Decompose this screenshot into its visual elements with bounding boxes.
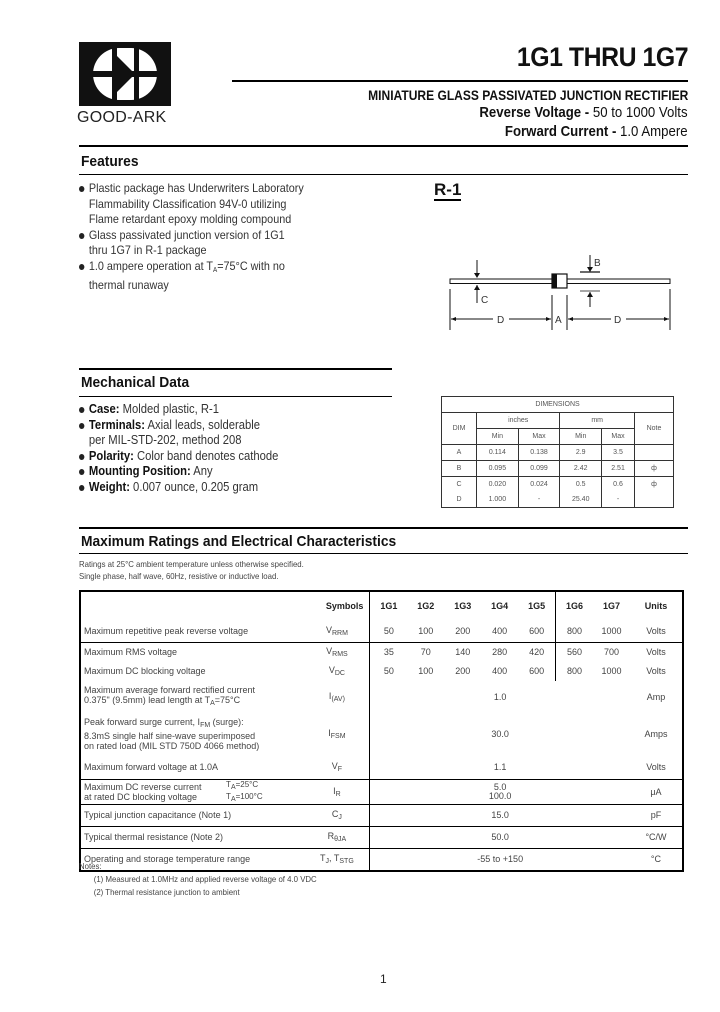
dim-cell: - [518, 492, 560, 508]
title-divider [232, 80, 688, 82]
subscript: F [337, 765, 343, 773]
dim-cell: 25.40 [560, 492, 602, 508]
value-cell: 1.0 [493, 692, 507, 702]
dim-header: DIM [442, 413, 477, 445]
feature-item [79, 259, 304, 294]
ratings-conditions [79, 558, 304, 582]
ratings-note: Single phase, half wave, 60Hz, resistive or inductive load. [79, 571, 279, 581]
units-header: Units [644, 601, 668, 611]
value-cell: 280 [481, 642, 518, 661]
value-cell: 35 [370, 642, 407, 661]
subscript: A [230, 783, 236, 791]
value-cell: 420 [518, 642, 555, 661]
feature-item [79, 228, 304, 259]
value-cell: 600 [529, 666, 545, 676]
value-cell: 800 [556, 620, 593, 642]
mechanical-value: 0.007 ounce, 0.205 gram [129, 479, 259, 494]
ratings-title: Maximum Ratings and Electrical Characteristics [81, 533, 397, 550]
value-cell: 400 [492, 666, 508, 676]
ratings-row [80, 779, 683, 804]
mechanical-value: Molded plastic, R-1 [119, 402, 219, 416]
value-cell: 140 [444, 642, 481, 661]
feature-text-part: =75°C with no [217, 258, 285, 273]
subscript: FSM [330, 733, 346, 740]
svg-text:A: A [555, 315, 562, 326]
param-desc [80, 713, 304, 755]
unit-cell: Volts [646, 761, 666, 772]
value-line: 100.0 [488, 790, 512, 801]
svg-text:D: D [614, 315, 622, 326]
mechanical-label: Mounting Position: [88, 464, 191, 479]
ratings-row [80, 755, 683, 779]
mechanical-top-divider [79, 368, 392, 370]
param-desc-line: 8.3mS single half sine-wave superimposed [84, 731, 256, 741]
param-desc [80, 681, 304, 713]
dim-row [442, 492, 674, 508]
desc-part: (surge): [210, 717, 244, 727]
ratings-note: Ratings at 25°C ambient temperature unless otherwise specified. [79, 559, 304, 569]
dim-row [442, 477, 674, 493]
value-cell: 200 [455, 625, 471, 636]
package-outline-diagram [445, 255, 675, 330]
param-desc: Maximum repetitive peak reverse voltage [84, 625, 249, 636]
unit-cell: pF [630, 804, 683, 826]
symbol: I [328, 728, 331, 738]
max-header: Max [518, 429, 560, 445]
param-desc-line: at rated DC blocking voltage [84, 791, 198, 802]
mechanical-value: Any [190, 464, 213, 479]
mechanical-item [79, 464, 278, 480]
package-label: R-1 [434, 180, 462, 199]
param-symbol [304, 755, 369, 779]
product-subtitle: MINIATURE GLASS PASSIVATED JUNCTION RECTIFIER [367, 87, 688, 103]
reverse-voltage-spec [480, 104, 688, 121]
ratings-row [80, 826, 683, 848]
value-cell: 1.1 [493, 761, 507, 772]
mechanical-label: Terminals: [88, 417, 145, 432]
feature-text-part: 1.0 ampere operation at T [88, 258, 213, 273]
param-symbol [304, 779, 369, 804]
brand-name: GOOD-ARK [77, 109, 167, 126]
value-cell: 50 [383, 625, 394, 636]
good-ark-logo-icon [79, 42, 171, 106]
param-desc: Maximum forward voltage at 1.0A [84, 761, 219, 772]
forward-current-label: Forward Current - [505, 123, 621, 140]
param-desc-line: Maximum DC reverse current [84, 781, 202, 792]
param-desc: Typical thermal resistance (Note 2) [80, 826, 304, 848]
dim-cell [635, 445, 674, 461]
symbol: V [328, 665, 335, 675]
min-header: Min [477, 429, 519, 445]
unit-cell: Amps [644, 729, 668, 739]
subscript: R [335, 790, 341, 798]
header-blank [80, 591, 304, 620]
value-cell: 600 [529, 625, 545, 636]
note-header: Note [635, 413, 674, 445]
dim-cell: ф [635, 477, 674, 493]
unit-cell: μA [630, 779, 683, 804]
feature-text [89, 259, 304, 279]
symbol: I [328, 691, 332, 701]
mechanical-list [79, 402, 301, 496]
value-cell: 15.0 [370, 804, 630, 826]
dim-cell: 2.51 [602, 461, 635, 477]
dim-cell: C [442, 477, 477, 493]
dimensions-title: DIMENSIONS [442, 397, 674, 413]
value-cell: -55 to +150 [370, 848, 630, 871]
feature-item [79, 181, 304, 228]
mm-header: mm [560, 413, 635, 429]
notes-section [79, 860, 317, 899]
min-header: Min [560, 429, 602, 445]
condition-line [226, 780, 263, 792]
part-header: 1G7 [602, 601, 620, 611]
value-cell: 700 [593, 642, 630, 661]
ratings-table [79, 590, 684, 872]
subscript: A [210, 700, 215, 707]
dim-cell [635, 492, 674, 508]
param-symbol [304, 661, 369, 681]
mechanical-title: Mechanical Data [81, 374, 190, 391]
param-symbol [304, 681, 369, 713]
subscript: J [325, 858, 330, 866]
features-title: Features [81, 153, 139, 170]
feature-text: thru 1G7 in R-1 package [88, 243, 207, 257]
param-symbol [304, 804, 369, 826]
param-desc: Maximum RMS voltage [80, 642, 304, 661]
dim-cell: 0.095 [477, 461, 519, 477]
feature-text: Flame retardant epoxy molding compound [88, 212, 292, 226]
subscript: A [212, 266, 218, 274]
param-symbol [304, 620, 369, 642]
ratings-row [80, 681, 683, 713]
value-line: 5.0 [493, 781, 507, 792]
dim-cell: 0.099 [518, 461, 560, 477]
ratings-header-row [80, 591, 683, 620]
param-desc: Maximum DC blocking voltage [84, 666, 206, 676]
unit-cell: °C/W [630, 826, 683, 848]
feature-text: Glass passivated junction version of 1G1 [88, 227, 285, 242]
value-cell: 1000 [601, 625, 622, 636]
part-header: 1G5 [528, 601, 546, 611]
value-cell [370, 779, 630, 804]
mechanical-label: Case: [88, 402, 120, 416]
value-cell: 30.0 [491, 729, 509, 739]
cond-part: =100°C [235, 791, 263, 801]
unit-cell: °C [630, 848, 683, 871]
param-symbol [304, 826, 369, 848]
symbol: , T [329, 853, 340, 864]
features-list [79, 181, 329, 294]
ratings-row [80, 620, 683, 642]
test-conditions [226, 780, 263, 804]
dim-cell: 0.024 [518, 477, 560, 493]
symbols-header: Symbols [304, 591, 369, 620]
dim-cell: - [602, 492, 635, 508]
subscript: J [338, 814, 342, 821]
param-symbol [304, 642, 369, 661]
symbol: V [326, 645, 333, 656]
subscript: θJA [334, 836, 347, 843]
reverse-voltage-value: 50 to 1000 Volts [593, 104, 688, 121]
dim-cell: 2.9 [560, 445, 602, 461]
subscript: A [230, 795, 236, 803]
unit-cell: Volts [630, 642, 683, 661]
ratings-row [80, 642, 683, 661]
part-title: 1G1 THRU 1G7 [516, 42, 688, 72]
dim-row [442, 445, 674, 461]
symbol: R [327, 831, 335, 841]
param-desc-line [84, 717, 301, 731]
mechanical-divider [79, 396, 392, 397]
mechanical-label: Weight: [88, 479, 130, 494]
param-desc: Operating and storage temperature range [80, 848, 304, 871]
unit-cell: Amp [646, 692, 666, 702]
max-header: Max [602, 429, 635, 445]
dim-cell: 0.114 [477, 445, 519, 461]
forward-current-value: 1.0 Ampere [620, 123, 688, 140]
param-desc-line: Maximum average forward rectified current [84, 685, 256, 695]
page-number: 1 [380, 972, 387, 986]
mechanical-value: per MIL-STD-202, method 208 [88, 433, 242, 448]
dim-cell: ф [635, 461, 674, 477]
mechanical-value: Axial leads, solderable [144, 417, 261, 432]
value-cell: 50 [383, 666, 394, 676]
dim-c-label: C [481, 295, 489, 306]
dim-cell: D [442, 492, 477, 508]
dim-cell: 0.5 [560, 477, 602, 493]
subscript: DC [334, 670, 345, 677]
ratings-divider [79, 553, 688, 554]
dim-cell: 3.5 [602, 445, 635, 461]
header-divider [79, 145, 688, 147]
symbol: I [333, 785, 336, 796]
features-divider [79, 174, 688, 175]
unit-cell: Volts [646, 625, 666, 636]
dimensions-table [441, 396, 674, 508]
mechanical-item [79, 449, 278, 465]
param-desc-line [84, 695, 301, 709]
inches-header: inches [477, 413, 560, 429]
ratings-top-divider [79, 527, 688, 529]
param-desc: Typical junction capacitance (Note 1) [80, 804, 304, 826]
mechanical-item [79, 402, 278, 418]
cond-part: T [226, 791, 231, 801]
symbol: T [320, 853, 326, 864]
value-cell: 70 [407, 642, 444, 661]
forward-current-spec [505, 123, 688, 140]
value-cell: 200 [455, 666, 471, 676]
mechanical-item [79, 418, 278, 449]
subscript: RMS [332, 650, 348, 658]
note-item: (1) Measured at 1.0MHz and applied reverse voltage of 4.0 VDC [93, 874, 317, 884]
dim-cell: 0.020 [477, 477, 519, 493]
param-desc-line: on rated load (MIL STD 750D 4066 method) [84, 741, 260, 751]
value-cell: 400 [492, 625, 508, 636]
notes-title: Notes: [79, 861, 102, 871]
subscript: STG [339, 858, 354, 866]
symbol: V [325, 624, 332, 635]
part-header: 1G6 [556, 591, 593, 620]
subscript: (AV) [331, 696, 345, 703]
param-desc [80, 779, 304, 804]
dim-row [442, 461, 674, 477]
dim-cell: 0.6 [602, 477, 635, 493]
value-cell: 50.0 [370, 826, 630, 848]
desc-part: Peak forward surge current, I [84, 717, 201, 727]
value-cell: 100 [418, 625, 434, 636]
value-cell: 800 [556, 661, 593, 681]
symbol: V [331, 760, 338, 771]
dim-cell: 2.42 [560, 461, 602, 477]
condition-line [226, 792, 263, 804]
ratings-row [80, 713, 683, 755]
feature-text: thermal runaway [88, 278, 169, 292]
desc-part: 0.375" (9.5mm) lead length at T [84, 695, 211, 705]
ratings-row [80, 661, 683, 681]
dim-cell: 0.138 [518, 445, 560, 461]
ratings-row [80, 804, 683, 826]
part-header: 1G4 [491, 601, 509, 611]
symbol: C [331, 809, 339, 819]
dim-cell: B [442, 461, 477, 477]
part-header: 1G3 [454, 601, 472, 611]
reverse-voltage-label: Reverse Voltage - [479, 104, 594, 121]
desc-part: =75°C [214, 695, 241, 705]
part-header: 1G1 [380, 601, 398, 611]
feature-text: Plastic package has Underwriters Laboratory [88, 181, 304, 195]
svg-text:B: B [594, 258, 601, 269]
dim-cell: 1.000 [477, 492, 519, 508]
dim-cell: A [442, 445, 477, 461]
value-cell: 1000 [601, 666, 622, 676]
cond-part: =25°C [235, 779, 259, 789]
note-item: (2) Thermal resistance junction to ambient [93, 887, 240, 897]
mechanical-item [79, 480, 278, 496]
unit-cell: Volts [646, 666, 666, 676]
part-header: 1G2 [417, 601, 435, 611]
subscript: RRM [331, 629, 348, 637]
feature-text: Flammability Classification 94V-0 utilizing [88, 196, 287, 211]
value-cell: 100 [418, 666, 434, 676]
subscript: FM [200, 722, 211, 729]
cond-part: T [226, 779, 231, 789]
mechanical-value: Color band denotes cathode [133, 448, 279, 463]
svg-text:D: D [497, 315, 505, 326]
param-symbol [304, 713, 369, 755]
mechanical-label: Polarity: [88, 448, 134, 463]
value-cell: 560 [556, 642, 593, 661]
